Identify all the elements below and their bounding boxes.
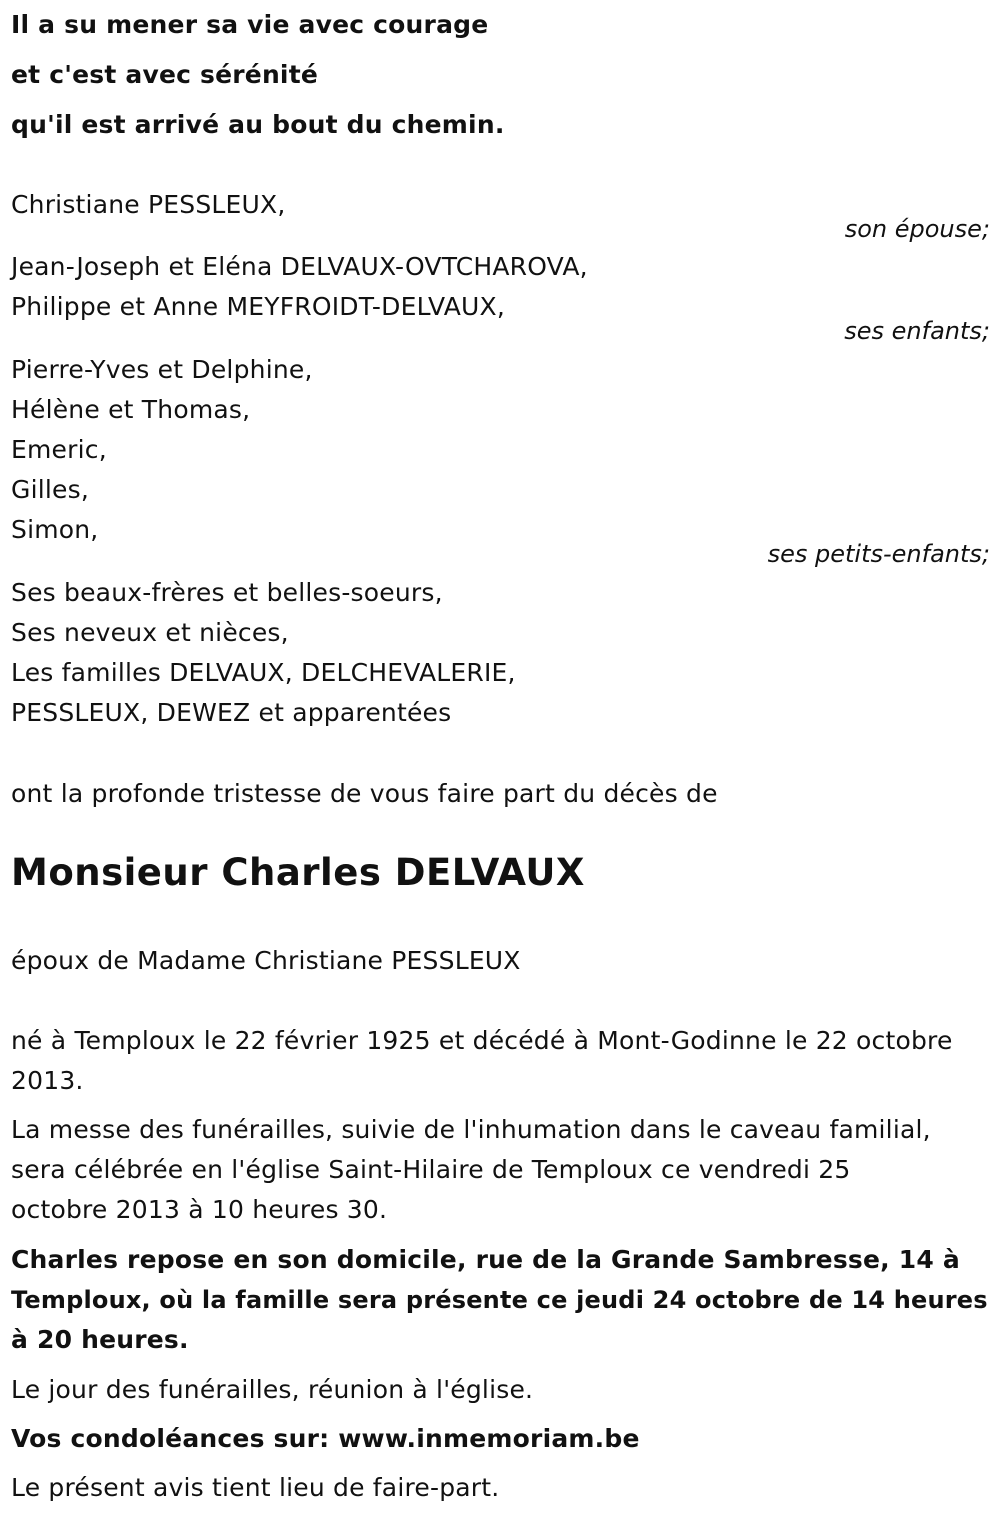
notice-text: Le présent avis tient lieu de faire-part. xyxy=(11,1473,500,1502)
poem-line-1: Il a su mener sa vie avec courage xyxy=(11,10,489,39)
birth-death-line: 2013. xyxy=(11,1066,84,1095)
birth-death-line: né à Temploux le 22 février 1925 et décédé à Mont-Godinne le 22 octobre xyxy=(11,1026,953,1055)
visitation-line: à 20 heures. xyxy=(11,1325,189,1354)
children-role: ses enfants; xyxy=(844,317,990,345)
spouse-name: Christiane PESSLEUX, xyxy=(11,190,286,219)
relatives-line: Les familles DELVAUX, DELCHEVALERIE, xyxy=(11,658,516,687)
grandchildren-role: ses petits-enfants; xyxy=(767,540,990,568)
poem-line-3: qu'il est arrivé au bout du chemin. xyxy=(11,110,505,139)
deceased-name: Monsieur Charles DELVAUX xyxy=(11,851,585,894)
grandchild-name: Emeric, xyxy=(11,435,107,464)
visitation-line: Temploux, où la famille sera présente ce jeudi 24 octobre de 14 heures xyxy=(11,1286,988,1314)
grandchild-name: Gilles, xyxy=(11,475,89,504)
announcement-text: ont la profonde tristesse de vous faire part du décès de xyxy=(11,779,718,808)
funeral-mass-line: octobre 2013 à 10 heures 30. xyxy=(11,1195,388,1224)
grandchild-name: Pierre-Yves et Delphine, xyxy=(11,355,313,384)
child-name: Jean-Joseph et Eléna DELVAUX-OVTCHAROVA, xyxy=(11,252,588,281)
visitation-line: Charles repose en son domicile, rue de la Grande Sambresse, 14 à xyxy=(11,1245,960,1274)
funeral-mass-line: sera célébrée en l'église Saint-Hilaire de Temploux ce vendredi 25 xyxy=(11,1155,851,1184)
grandchild-name: Simon, xyxy=(11,515,99,544)
relatives-line: Ses neveux et nièces, xyxy=(11,618,289,647)
funeral-mass-line: La messe des funérailles, suivie de l'inhumation dans le caveau familial, xyxy=(11,1115,931,1144)
grandchild-name: Hélène et Thomas, xyxy=(11,395,251,424)
relatives-line: PESSLEUX, DEWEZ et apparentées xyxy=(11,698,452,727)
poem-line-2: et c'est avec sérénité xyxy=(11,60,319,89)
condolences-text: Vos condoléances sur: www.inmemoriam.be xyxy=(11,1424,640,1453)
meeting-text: Le jour des funérailles, réunion à l'église. xyxy=(11,1375,534,1404)
spouse-of-text: époux de Madame Christiane PESSLEUX xyxy=(11,946,521,975)
spouse-role: son épouse; xyxy=(844,215,990,243)
relatives-line: Ses beaux-frères et belles-soeurs, xyxy=(11,578,443,607)
child-name: Philippe et Anne MEYFROIDT-DELVAUX, xyxy=(11,292,505,321)
